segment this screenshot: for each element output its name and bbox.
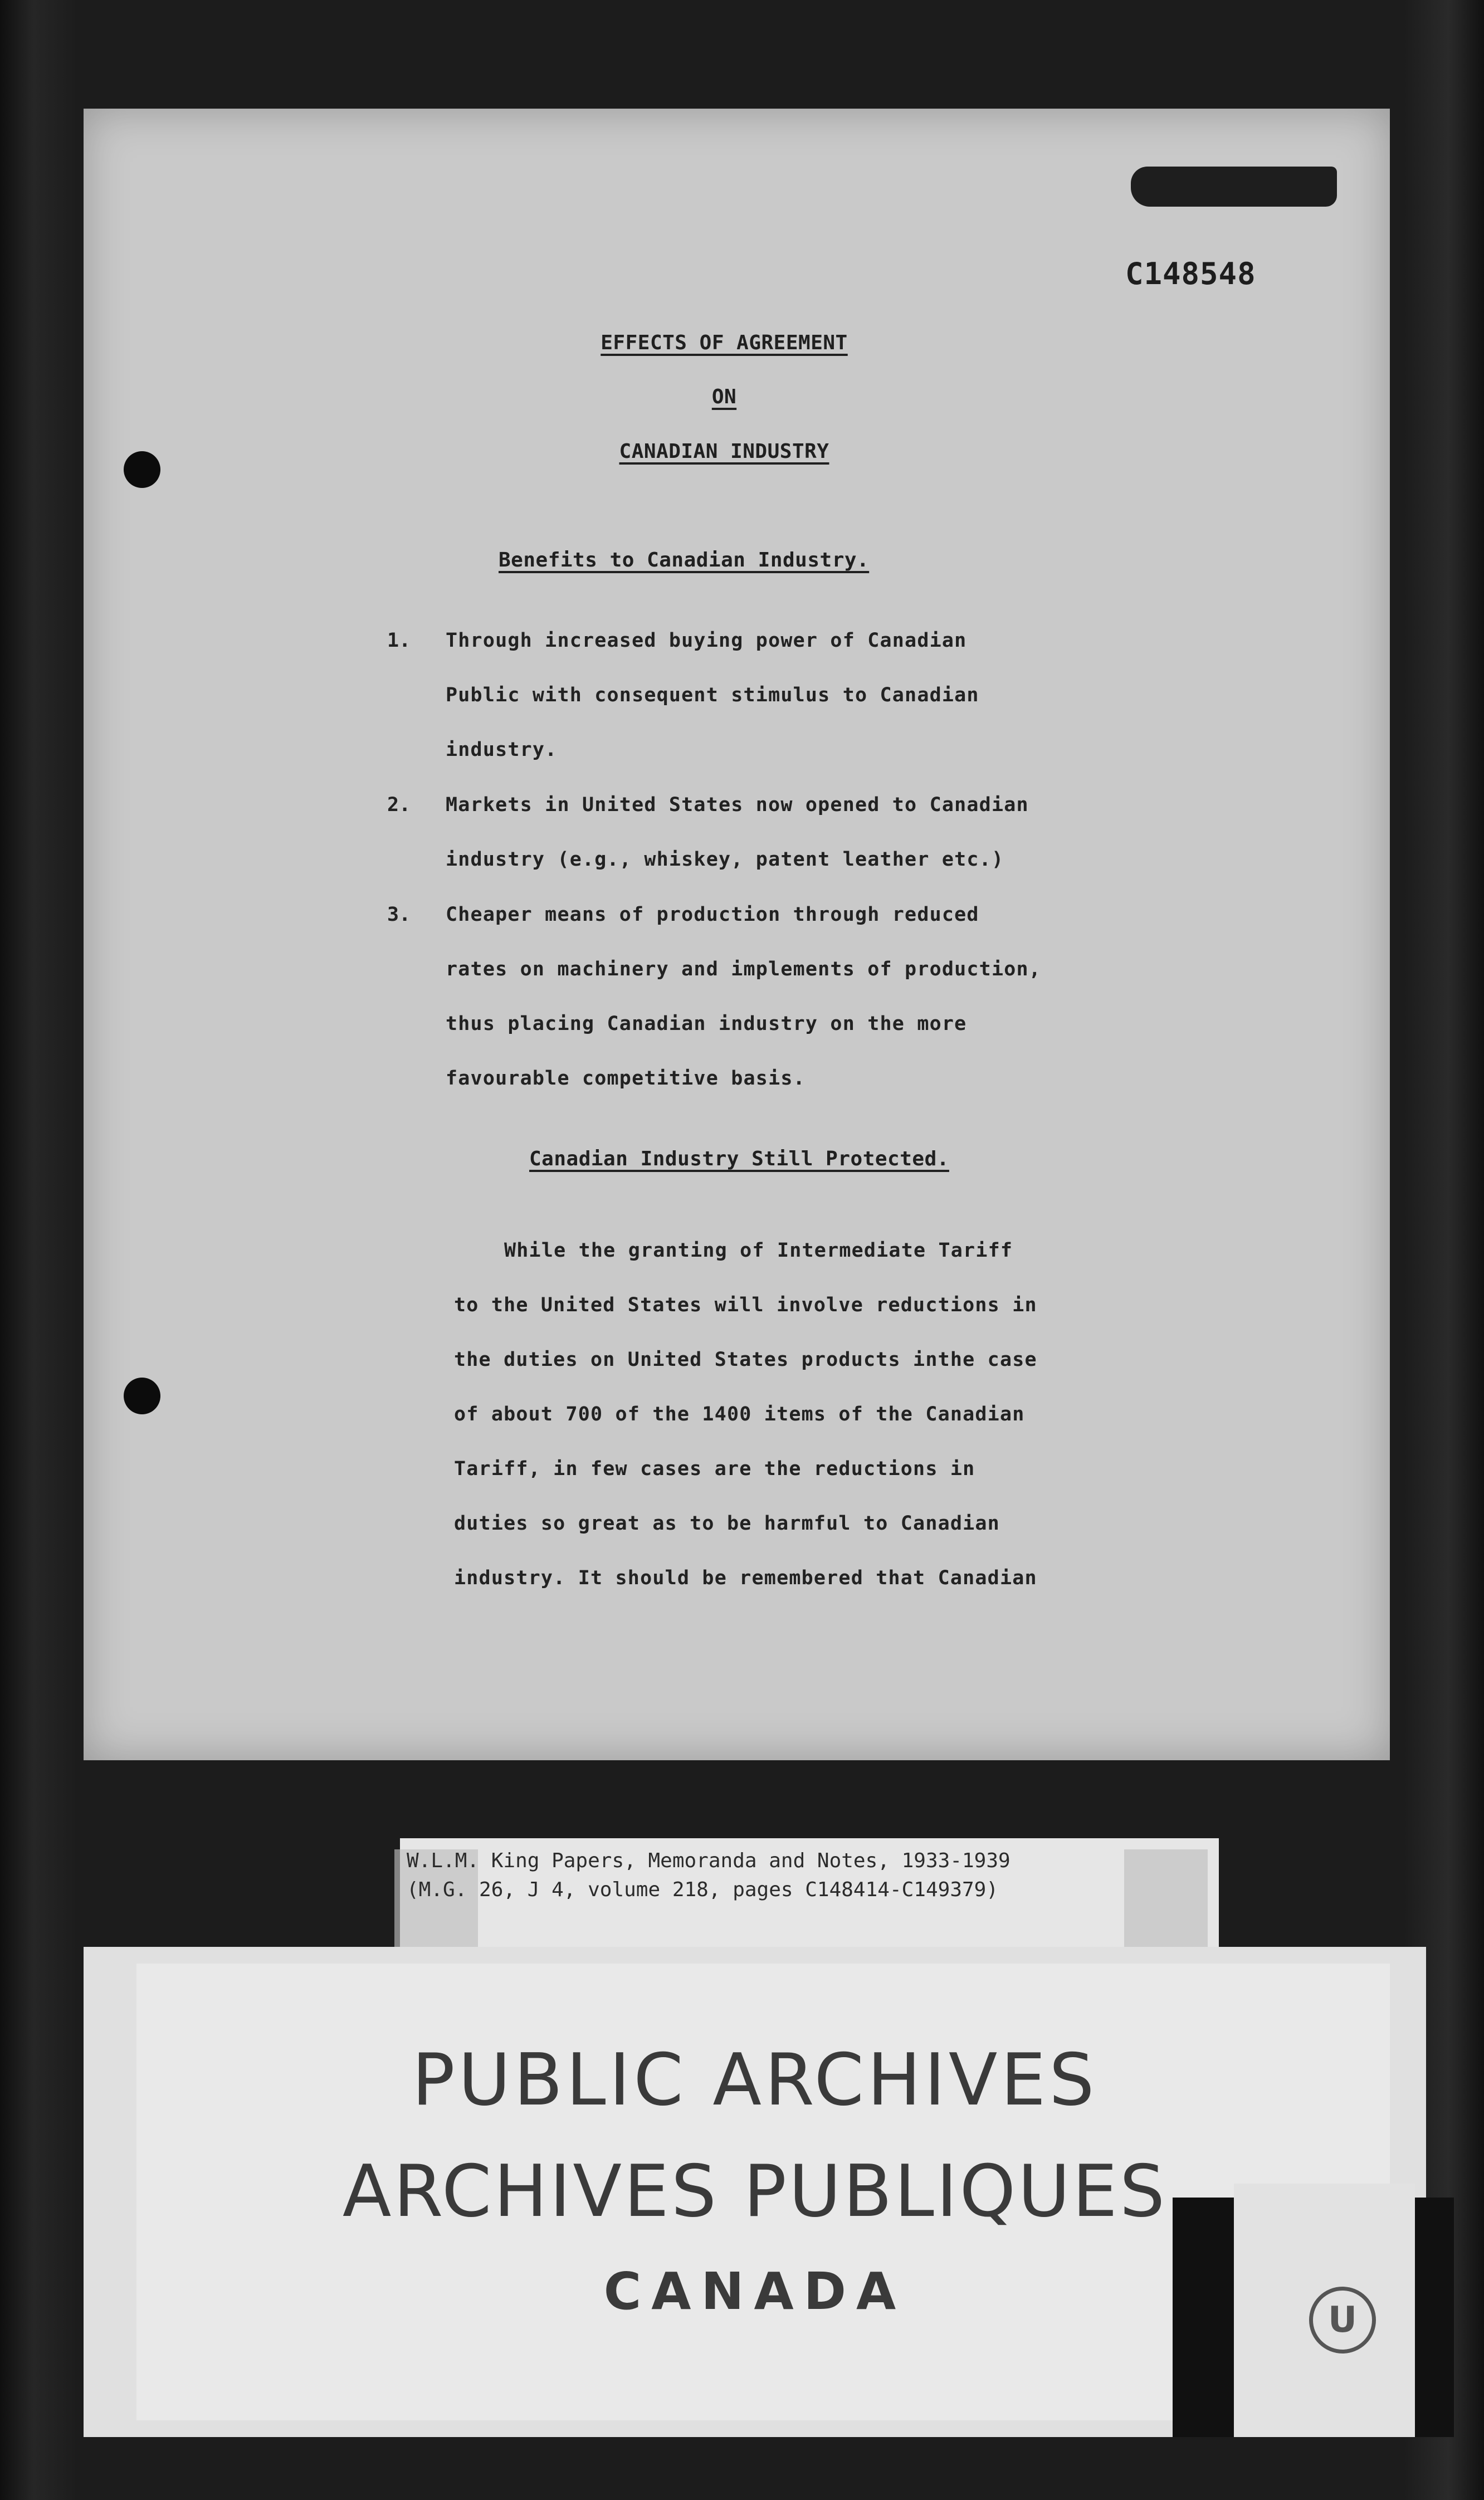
- paragraph-line: Tariff, in few cases are the reductions in: [454, 1458, 975, 1480]
- paragraph-line: duties so great as to be harmful to Canadian: [454, 1512, 1000, 1535]
- archives-country: CANADA: [603, 2262, 906, 2321]
- paragraph-line: industry. It should be remembered that Canadian: [454, 1567, 1037, 1589]
- item-line: favourable competitive basis.: [446, 1067, 806, 1090]
- item-line: Through increased buying power of Canadian: [446, 629, 967, 652]
- title-line-2: ON: [711, 385, 737, 408]
- item-line: thus placing Canadian industry on the more: [446, 1013, 967, 1035]
- item-number: 1.: [387, 629, 411, 652]
- item-number: 2.: [387, 794, 411, 816]
- paragraph-line: the duties on United States products inthe case: [454, 1349, 1037, 1371]
- document-number: C148548: [1125, 256, 1256, 291]
- title-line-1: EFFECTS OF AGREEMENT: [601, 331, 848, 354]
- item-number: 3.: [387, 904, 411, 926]
- document-page: [84, 109, 1390, 1760]
- item-line: industry (e.g., whiskey, patent leather etc.): [446, 848, 1004, 871]
- label-line-2: (M.G. 26, J 4, volume 218, pages C148414-C149379): [407, 1878, 999, 1901]
- archives-title-fr: ARCHIVES PUBLIQUES: [342, 2150, 1168, 2233]
- section-heading-protected: Canadian Industry Still Protected.: [529, 1148, 949, 1170]
- section-heading-benefits: Benefits to Canadian Industry.: [499, 549, 870, 572]
- tape-right: [1124, 1849, 1208, 1955]
- paragraph-line: While the granting of Intermediate Tariff: [504, 1239, 1013, 1262]
- punch-hole-bottom: [124, 1378, 160, 1414]
- title-line-3: CANADIAN INDUSTRY: [619, 440, 829, 463]
- archives-title-en: PUBLIC ARCHIVES: [412, 2039, 1098, 2122]
- paragraph-line: of about 700 of the 1400 items of the Canadian: [454, 1403, 1025, 1425]
- item-line: Public with consequent stimulus to Canadian: [446, 684, 979, 706]
- item-line: industry.: [446, 739, 558, 761]
- archives-canada-logo-icon: U: [1309, 2287, 1376, 2353]
- label-line-1: W.L.M. King Papers, Memoranda and Notes, 1933-1939: [407, 1849, 1011, 1872]
- collection-label: [400, 1838, 1219, 1952]
- item-line: Markets in United States now opened to Canadian: [446, 794, 1029, 816]
- item-line: Cheaper means of production through reduced: [446, 904, 979, 926]
- item-line: rates on machinery and implements of production,: [446, 958, 1042, 980]
- redacted-mark: [1131, 167, 1337, 207]
- paragraph-line: to the United States will involve reductions in: [454, 1294, 1037, 1316]
- punch-hole-top: [124, 451, 160, 488]
